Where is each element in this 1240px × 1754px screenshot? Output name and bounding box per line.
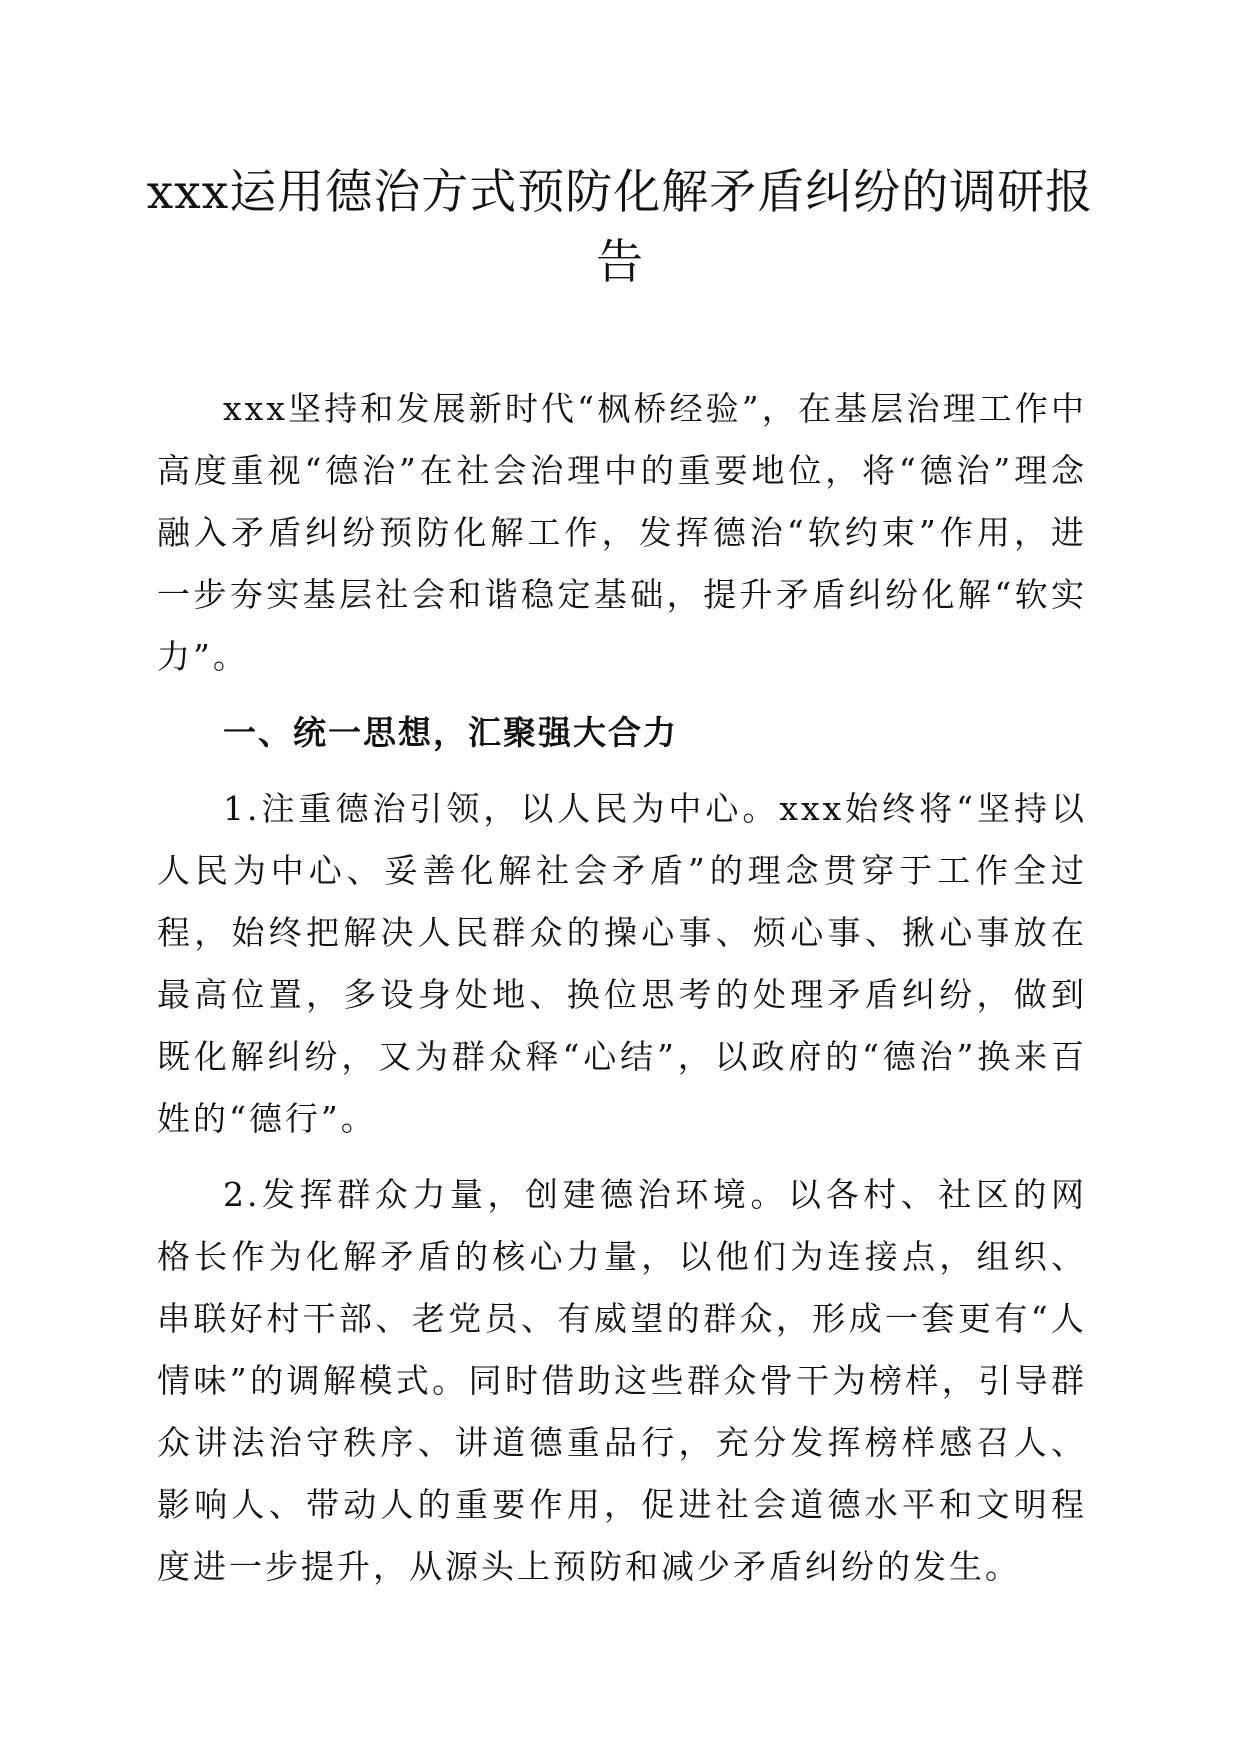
document-title: xxx运用德治方式预防化解矛盾纠纷的调研报告 [146, 165, 1094, 290]
document-body [157, 378, 1087, 1612]
intro-paragraph: xxx坚持和发展新时代“枫桥经验”，在基层治理工作中高度重视“德治”在社会治理中的重要地位，将“德治”理念融入矛盾纠纷预防化解工作，发挥德治“软约束”作用，进一步夯实基层社会和谐稳定基础，提升矛盾纠纷化解“软实力”。 [157, 389, 1087, 676]
section-1-item-1: 1.注重德治引领，以人民为中心。xxx始终将“坚持以人民为中心、妥善化解社会矛盾”的理念贯穿于工作全过程，始终把解决人民群众的操心事、烦心事、揪心事放在最高位置，多设身处地、换位思考的处理矛盾纠纷，做到既化解纠纷，又为群众释“心结”，以政府的“德治”换来百姓的“德行”。 [157, 789, 1087, 1138]
section-heading-1: 一、统一思想，汇聚强大合力 [223, 713, 678, 752]
section-1-item-2: 2.发挥群众力量，创建德治环境。以各村、社区的网格长作为化解矛盾的核心力量，以他们为连接点，组织、串联好村干部、老党员、有威望的群众，形成一套更有“人情味”的调解模式。同时借助这些群众骨干为榜样，引导群众讲法治守秩序、讲道德重品行，充分发挥榜样感召人、影响人、带动人的重要作用，促进社会道德水平和文明程度进一步提升，从源头上预防和减少矛盾纠纷的发生。 [157, 1175, 1087, 1586]
